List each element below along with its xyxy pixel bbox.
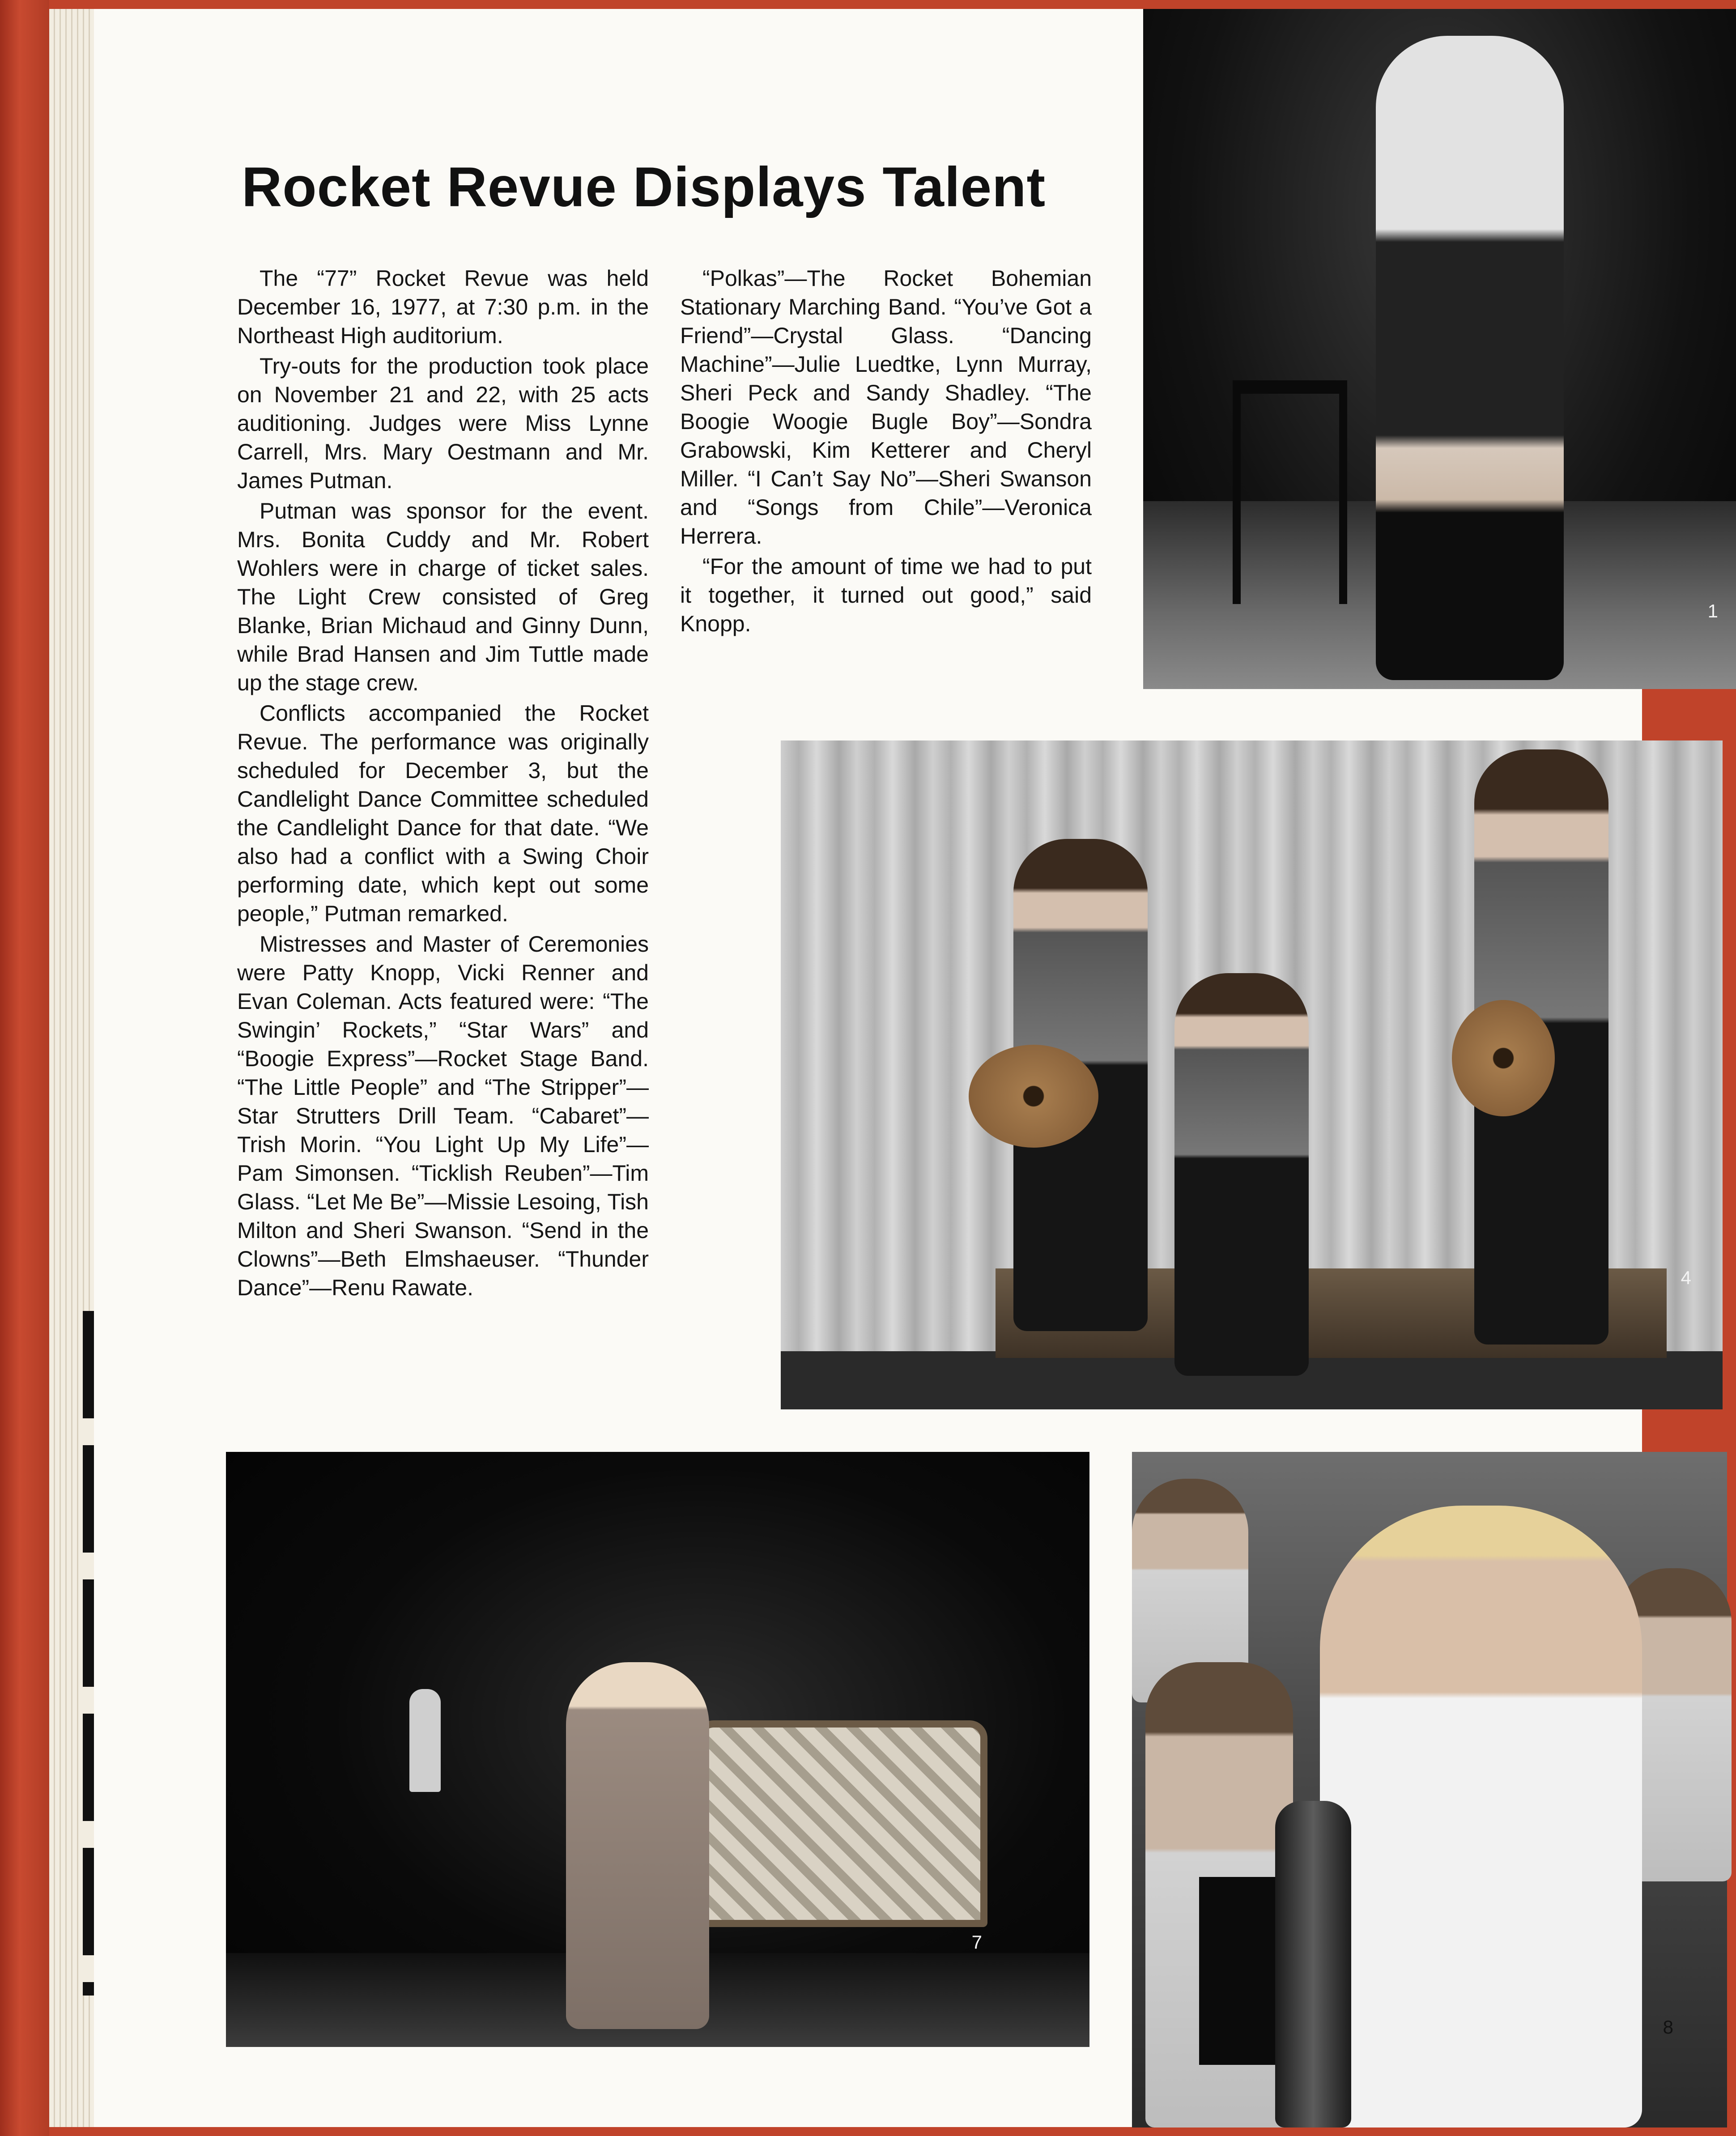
stool <box>1233 380 1347 604</box>
photo-number: 1 <box>1707 600 1718 621</box>
tambourine-player <box>1174 973 1309 1376</box>
photo-number: 7 <box>971 1932 982 1953</box>
guitar-icon <box>1452 1000 1555 1116</box>
saxophone-icon <box>1275 1801 1351 2127</box>
text-column-2 <box>680 264 1092 640</box>
settee <box>696 1720 987 1927</box>
paragraph: “Polkas”—The Rocket Bohemian Stationary Marching Band. “You’ve Got a Friend”—Crystal Glass. “Dancing Machine”—Julie Luedtke, Lynn Murray, Sheri Peck and Sandy Shadley. “The Boogie Woogie Bugle Boy”—Sondra Grabowski, Kim Ketterer and Cheryl Miller. “I Can’t Say No”—Sheri Swanson and “Songs from Chile”—Veronica Herrera. <box>680 266 1092 549</box>
dancer-figure <box>1376 36 1564 680</box>
photo-singer-settee <box>226 1452 1089 2047</box>
paragraph: Putman was sponsor for the event. Mrs. Bonita Cuddy and Mr. Robert Wohlers were in charge of ticket sales. The Light Crew consisted of Greg Blanke, Brian Michaud and Ginny Dunn, while Brad Hansen and Jim Tuttle made up the stage crew. <box>237 498 649 695</box>
photo-dancer <box>1143 9 1736 689</box>
paragraph: Conflicts accompanied the Rocket Revue. The performance was originally scheduled for December 3, but the Candlelight Dance Committee scheduled the Candlelight Dance for that date. “We also had a conflict with a Swing Choir performing date, which kept out some people,” Putman remarked. <box>237 701 649 926</box>
text-column-1 <box>237 264 649 1304</box>
photo-number: 4 <box>1681 1267 1691 1288</box>
photo-number: 8 <box>1663 2017 1673 2038</box>
yearbook-page <box>94 9 1718 2127</box>
paragraph: The “77” Rocket Revue was held December 16, 1977, at 7:30 p.m. in the Northeast High auditorium. <box>237 266 649 348</box>
saxophonist-figure <box>1320 1506 1642 2127</box>
candlestick-telephone <box>409 1689 441 1792</box>
book-binding <box>0 0 49 2136</box>
paragraph: “For the amount of time we had to put it together, it turned out good,” said Knopp. <box>680 554 1092 636</box>
singer-figure <box>566 1662 709 2029</box>
photo-saxophonist <box>1132 1452 1727 2127</box>
photo-guitar-trio <box>781 740 1723 1409</box>
paragraph: Try-outs for the production took place on November 21 and 22, with 25 acts auditioning. Judges were Miss Lynne Carrell, Mrs. Mary Oestmann and Mr. James Putman. <box>237 353 649 493</box>
article-title: Rocket Revue Displays Talent <box>242 156 1046 218</box>
guitar-icon <box>969 1045 1098 1148</box>
paragraph: Mistresses and Master of Ceremonies were Patty Knopp, Vicki Renner and Evan Coleman. Acts featured were: “The Swingin’ Rockets,” “Star Wars” and “Boogie Express”—Rocket Stage Band. “The Little People” and “The Stripper”—Star Strutters Drill Team. “Cabaret”—Trish Morin. “You Light Up My Life”—Pam Simonsen. “Ticklish Reuben”—Tim Glass. “Let Me Be”—Missie Lesoing, Tish Milton and Sheri Swanson. “Send in the Clowns”—Beth Elmshaeuser. “Thunder Dance”—Renu Rawate. <box>237 932 649 1300</box>
